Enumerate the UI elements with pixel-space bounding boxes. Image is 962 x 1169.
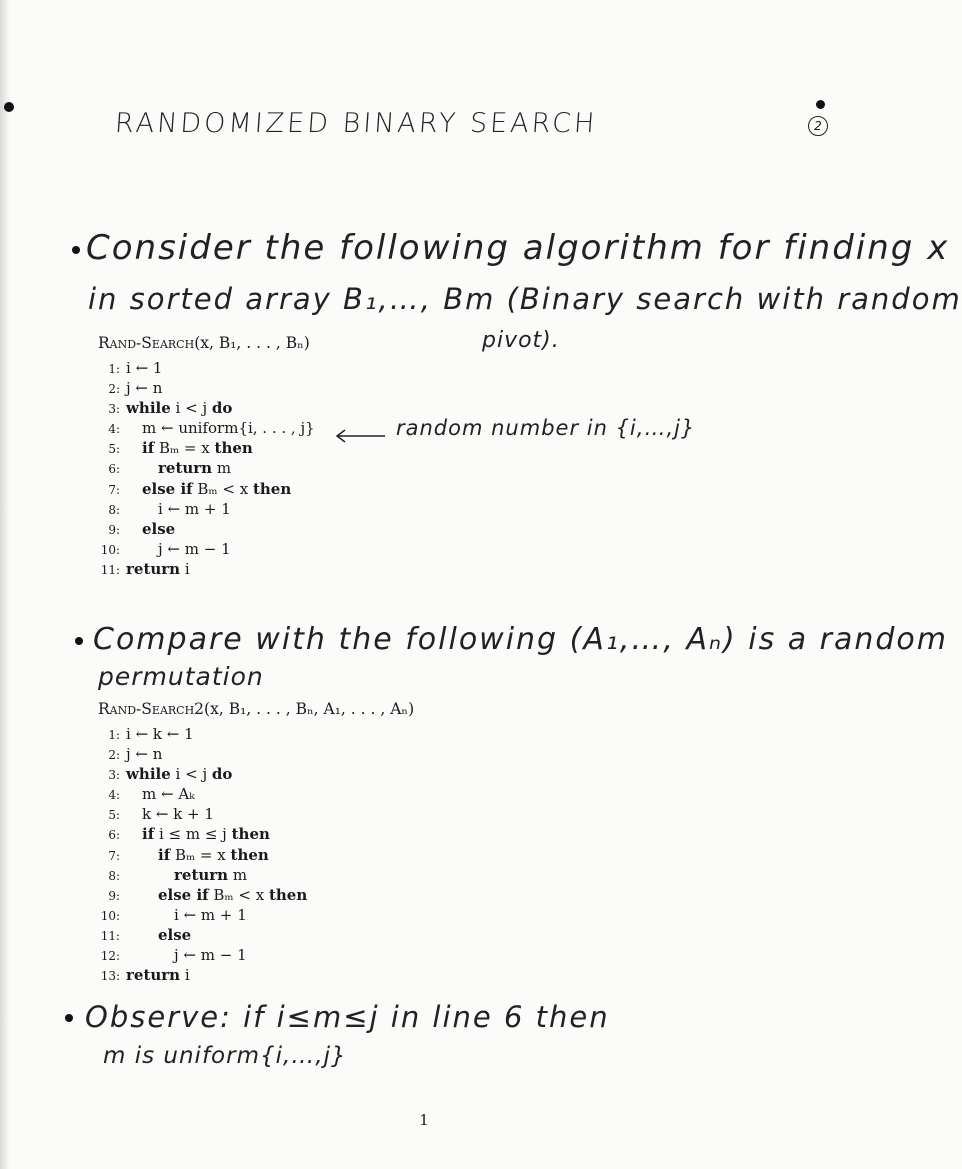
line-number: 8: — [108, 502, 120, 517]
algorithm-lines — [98, 358, 315, 579]
line-code — [126, 866, 247, 884]
keyword: return — [158, 459, 213, 478]
expression: Bₘ = x — [158, 439, 210, 458]
algorithm-line — [98, 378, 315, 398]
bullet-3-dot — [65, 1014, 73, 1022]
page-title: RANDOMIZED BINARY SEARCH — [113, 108, 599, 139]
expression: i ← 1 — [126, 359, 163, 377]
algorithm-line — [98, 764, 414, 784]
algorithm-line — [98, 559, 315, 579]
line-code — [126, 785, 195, 803]
expression: j ← n — [126, 745, 163, 764]
line-code — [126, 359, 162, 377]
keyword: then — [268, 885, 308, 904]
algorithm-line — [98, 438, 315, 458]
line-code — [126, 926, 191, 944]
line-code — [126, 946, 247, 964]
line-number: 5: — [108, 808, 120, 823]
expression: k ← k + 1 — [142, 805, 214, 824]
algorithm-line — [98, 418, 315, 438]
line-number: 3: — [108, 768, 120, 783]
algorithm-rand-search2 — [98, 700, 414, 985]
bullet-2-line-1: Compare with the following (A₁,…, Aₙ) is a random — [93, 622, 949, 657]
keyword: else if — [142, 479, 193, 498]
line-code — [126, 725, 194, 743]
algorithm-args: (x, B₁, . . . , Bₙ) — [194, 334, 310, 352]
algorithm-line — [98, 845, 414, 865]
expression: j ← n — [126, 379, 163, 398]
keyword: else if — [158, 885, 209, 904]
keyword: while — [126, 765, 171, 784]
line-number: 7: — [108, 482, 120, 497]
bullet-1-dot — [72, 246, 80, 254]
keyword: while — [126, 399, 171, 418]
expression: i — [184, 966, 190, 985]
expression: i ≤ m ≤ j — [158, 825, 227, 844]
algorithm-lines — [98, 724, 414, 985]
algorithm-line — [98, 905, 414, 925]
bullet-3-line-1: Observe: if i≤m≤j in line 6 then — [85, 1000, 610, 1034]
punch-hole-mark — [4, 102, 14, 112]
line-code — [126, 540, 231, 558]
corner-dot — [816, 100, 825, 109]
algorithm-line — [98, 358, 315, 378]
scan-edge — [0, 0, 10, 1169]
algorithm-line — [98, 499, 315, 519]
expression: i ← k ← 1 — [126, 725, 194, 743]
line-code — [126, 439, 253, 457]
line-number: 2: — [108, 748, 120, 763]
expression: m — [232, 865, 248, 884]
line-code — [126, 520, 175, 538]
line-number: 6: — [108, 462, 120, 477]
algorithm-line — [98, 965, 414, 985]
line-number: 1: — [108, 362, 120, 376]
line-code — [126, 379, 162, 397]
keyword: then — [214, 439, 253, 458]
expression: i ← m + 1 — [158, 499, 231, 518]
line-number: 12: — [100, 949, 120, 964]
line-code — [126, 846, 269, 864]
line-number: 9: — [108, 522, 120, 537]
keyword: return — [174, 865, 229, 884]
expression: i — [184, 559, 190, 578]
line-number: 6: — [108, 828, 120, 843]
line-code — [126, 906, 247, 924]
expression: j ← m − 1 — [158, 539, 231, 558]
random-number-note: random number in {i,…,j} — [396, 416, 696, 440]
line-number: 11: — [100, 562, 120, 577]
keyword: then — [230, 845, 269, 864]
expression: Bₘ = x — [174, 845, 226, 864]
algorithm-line — [98, 458, 315, 478]
keyword: if — [158, 845, 171, 864]
expression: m ← uniform{i, . . . , j} — [142, 419, 315, 438]
algorithm-line — [98, 885, 414, 905]
algorithm-line — [98, 519, 315, 539]
line-code — [126, 459, 231, 477]
keyword: if — [142, 439, 155, 458]
algorithm-line — [98, 398, 315, 418]
expression: j ← m − 1 — [174, 946, 247, 965]
expression: m ← Aₖ — [142, 785, 195, 804]
algorithm-line — [98, 724, 414, 744]
page-mark: 2 — [808, 116, 828, 136]
bullet-1-line-3: pivot). — [482, 328, 560, 353]
algorithm-name: Rand-Search2 — [98, 700, 205, 718]
line-number: 13: — [100, 969, 120, 984]
bullet-2-line-2: permutation — [98, 662, 264, 691]
line-code — [126, 825, 270, 843]
line-code — [126, 560, 190, 578]
keyword: then — [252, 479, 292, 498]
algorithm-line — [98, 539, 315, 559]
algorithm-line — [98, 945, 414, 965]
algorithm-header — [98, 334, 315, 352]
expression: i < j — [175, 399, 208, 418]
expression: m — [216, 459, 232, 478]
algorithm-line — [98, 479, 315, 499]
expression: Bₘ < x — [197, 479, 249, 498]
algorithm-header — [98, 700, 414, 718]
line-number: 11: — [100, 928, 120, 943]
line-number: 10: — [100, 542, 120, 557]
keyword: else — [158, 925, 192, 944]
bullet-1-line-2: in sorted array B₁,…, Bm (Binary search with random — [88, 282, 962, 316]
line-number: 9: — [108, 888, 120, 903]
algorithm-line — [98, 744, 414, 764]
keyword: then — [231, 825, 270, 844]
line-code — [126, 419, 315, 437]
keyword: return — [126, 559, 181, 578]
line-code — [126, 966, 190, 984]
line-number: 8: — [108, 868, 120, 883]
keyword: do — [211, 399, 233, 418]
line-number: 4: — [108, 422, 120, 437]
algorithm-line — [98, 804, 414, 824]
line-number: 4: — [108, 788, 120, 803]
line-number: 3: — [108, 402, 120, 417]
bullet-3-line-2: m is uniform{i,…,j} — [103, 1043, 347, 1069]
line-number: 5: — [108, 442, 120, 457]
algorithm-name: Rand-Search — [98, 334, 195, 352]
arrow-left-icon — [335, 429, 387, 443]
bullet-2-dot — [75, 637, 83, 645]
expression: i < j — [175, 765, 208, 784]
algorithm-line — [98, 784, 414, 804]
keyword: else — [142, 519, 176, 538]
line-code — [126, 500, 231, 518]
expression: Bₘ < x — [213, 885, 265, 904]
keyword: do — [211, 765, 233, 784]
line-code — [126, 399, 232, 417]
keyword: if — [142, 825, 155, 844]
line-code — [126, 480, 291, 498]
line-code — [126, 805, 214, 823]
page-number: 1 — [419, 1111, 429, 1129]
line-code — [126, 765, 232, 783]
line-number: 10: — [100, 908, 120, 923]
line-code — [126, 886, 307, 904]
keyword: return — [126, 966, 181, 985]
line-code — [126, 745, 162, 763]
line-number: 2: — [108, 382, 120, 397]
line-number: 7: — [108, 848, 120, 863]
algorithm-line — [98, 865, 414, 885]
algorithm-rand-search — [98, 334, 315, 579]
line-number: 1: — [108, 728, 120, 742]
algorithm-args: (x, B₁, . . . , Bₙ, A₁, . . . , Aₙ) — [204, 700, 415, 718]
algorithm-line — [98, 824, 414, 844]
algorithm-line — [98, 925, 414, 945]
bullet-1-line-1: Consider the following algorithm for finding x — [86, 228, 950, 268]
expression: i ← m + 1 — [174, 905, 247, 924]
